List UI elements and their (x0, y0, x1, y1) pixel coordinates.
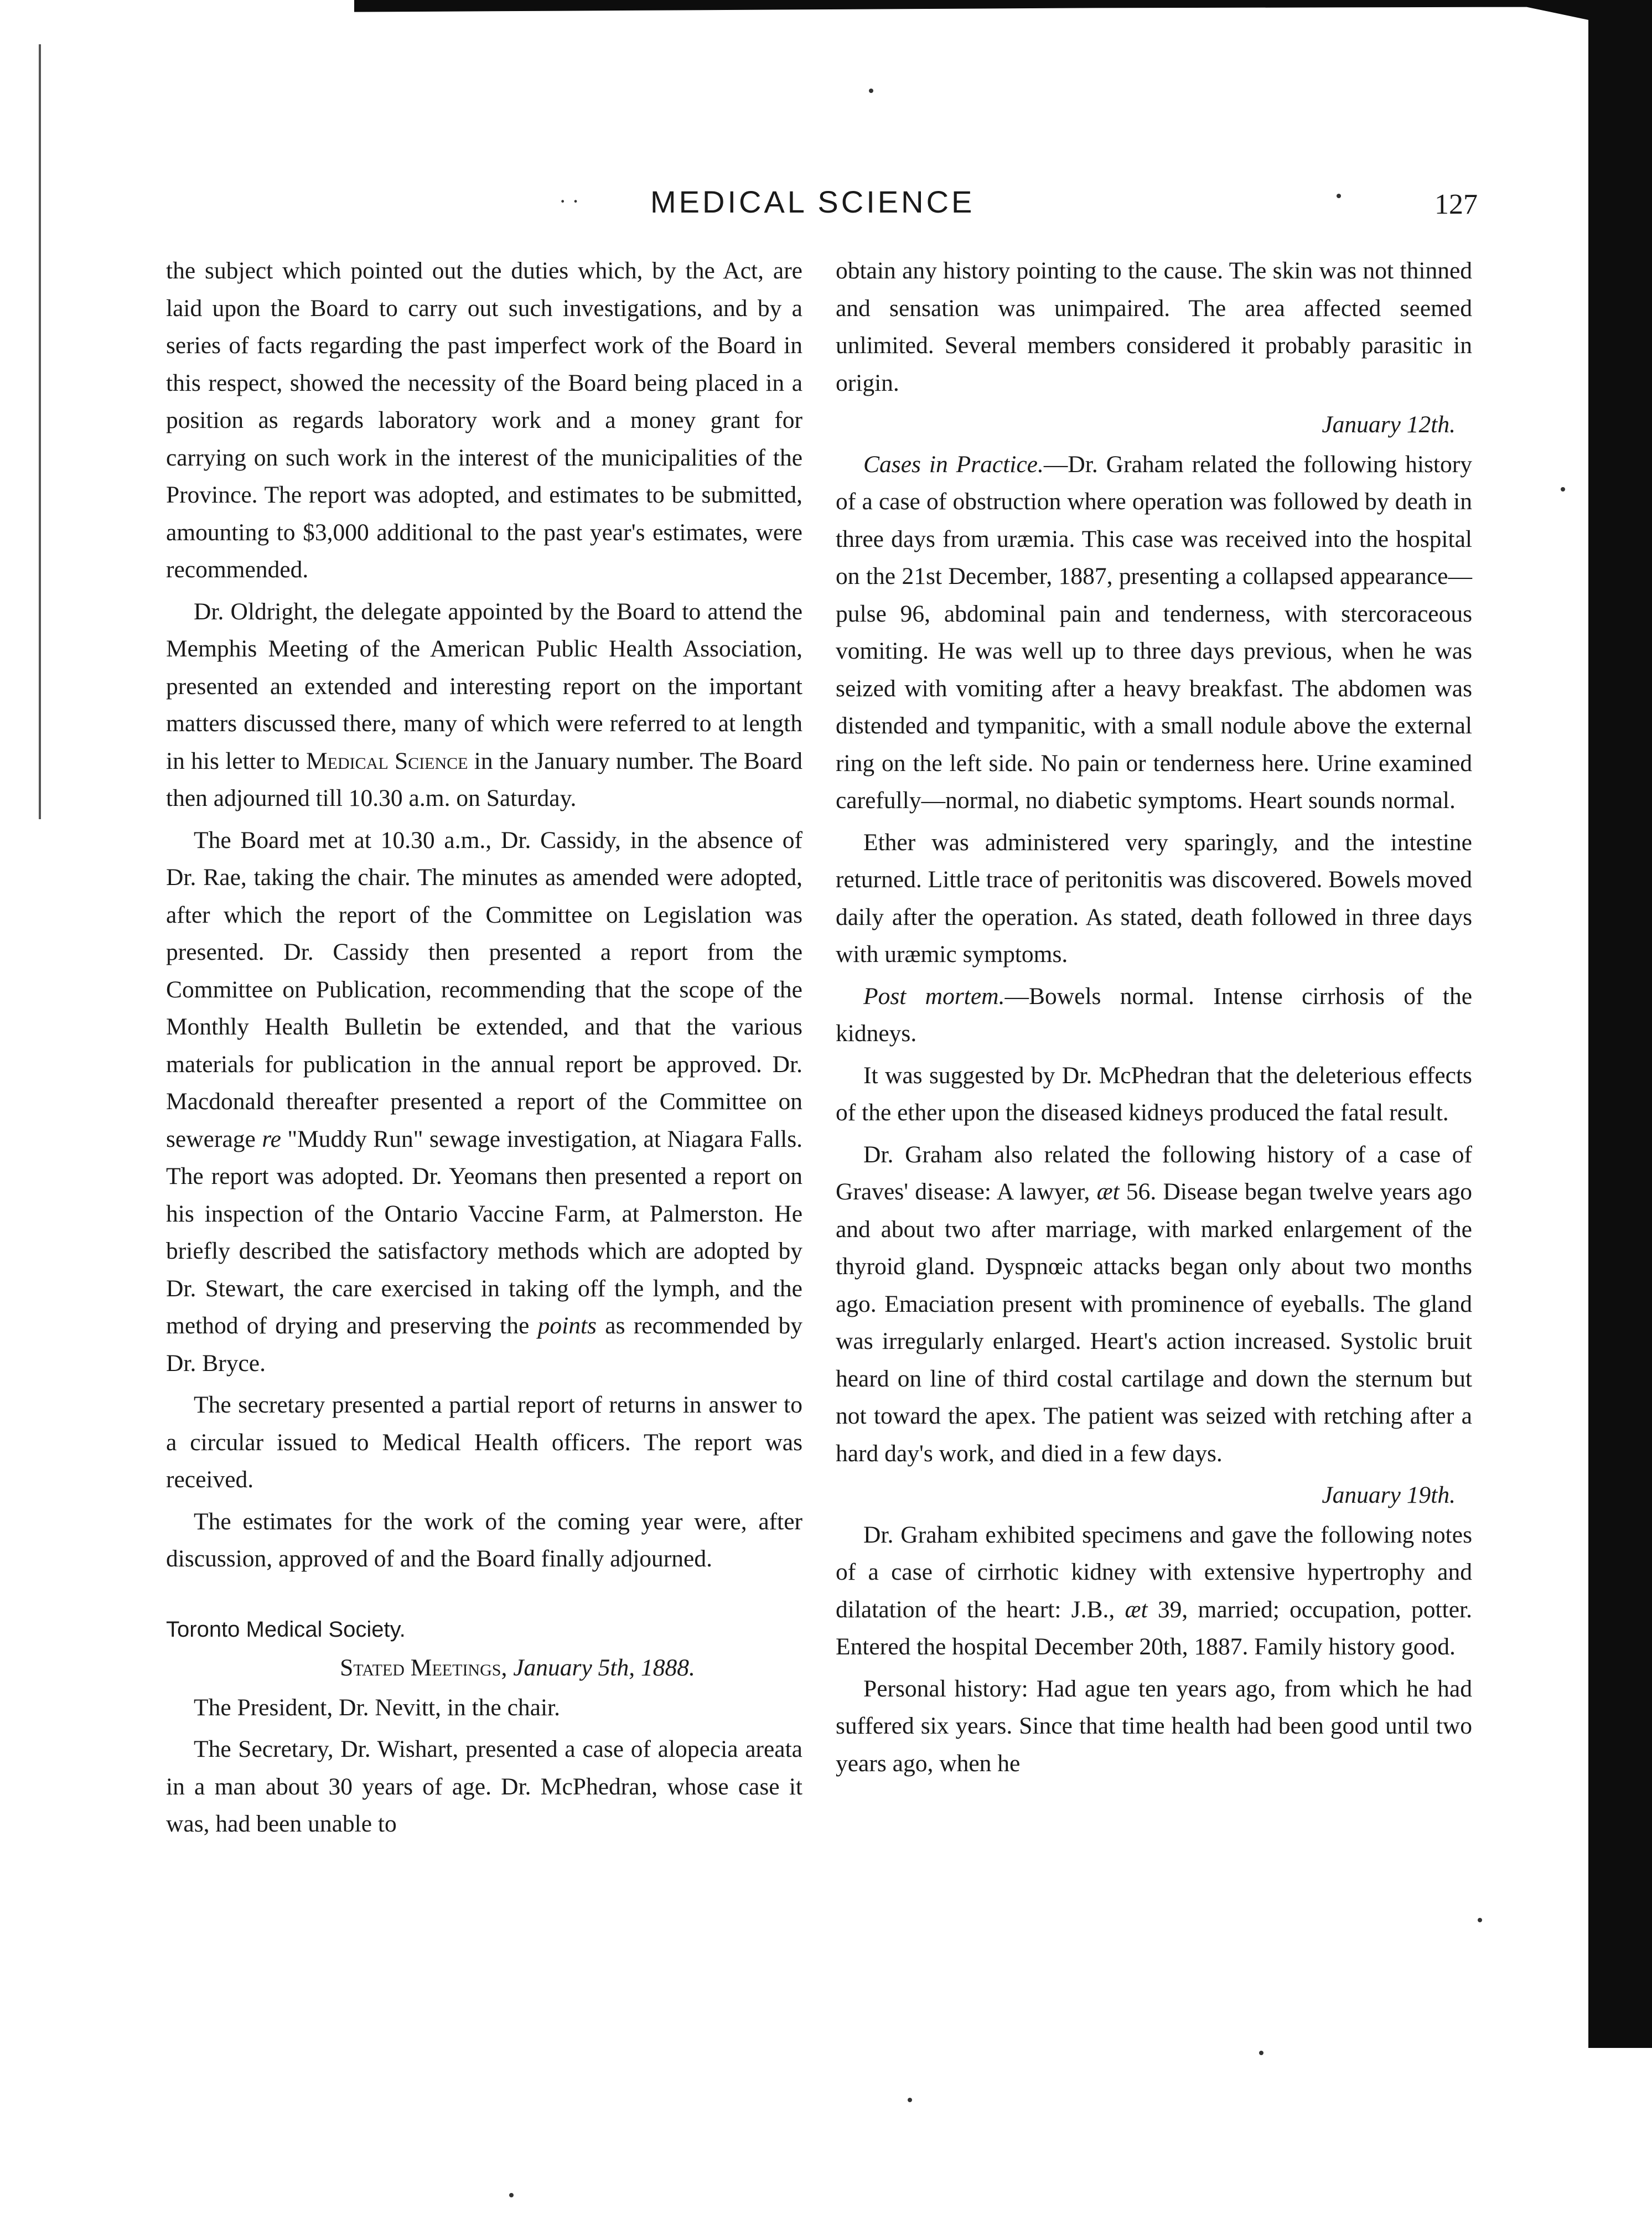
paragraph (836, 978, 1472, 1053)
italic-term: æt (1096, 1178, 1120, 1205)
running-header (559, 184, 1478, 228)
paragraph (166, 593, 802, 818)
paragraph (166, 822, 802, 1383)
scan-speck (1478, 1918, 1482, 1922)
scan-speck (1259, 2051, 1263, 2055)
paragraph: Ether was administered very sparingly, and the intestine returned. Little trace of peritonitis was discovered. Bowels moved daily after the operation. As stated, death followed in three days with uræmic symptoms. (836, 829, 1472, 968)
paragraph: Personal history: Had ague ten years ago, from which he had suffered six years. Since that time health had been good until two years ago, when he (836, 1675, 1472, 1777)
run-in-heading: Post mortem. (863, 982, 1005, 1010)
journal-title: MEDICAL SCIENCE (650, 184, 975, 219)
text-run: 39, married; occupation, potter. Entered the hospital December 20th, 1887. Family history good. (836, 1596, 1472, 1660)
scan-speck (908, 2098, 912, 2102)
meeting-label: Stated Meetings, (340, 1654, 507, 1681)
page-number: 127 (1435, 189, 1478, 220)
scan-speck (509, 2193, 514, 2197)
paragraph: the subject which pointed out the duties which, by the Act, are laid upon the Board to carry out such investigations, and by a series of facts regarding the past imperfect work of the Board in this respect, showed the necessity of the Board being placed in a position as regards laboratory work and a money grant for carrying on such work in the interest of the municipalities of the Province. The report was adopted, and estimates to be submitted, amounting to $3,000 additional to the past year's estimates, were recommended. (166, 257, 802, 583)
left-column (166, 252, 802, 1848)
scan-border-left (39, 44, 41, 819)
meeting-date: January 5th, 1888. (513, 1654, 695, 1681)
text-run: 56. Disease began twelve years ago and about two after marriage, with marked enlargement of the thyroid gland. Dyspnœic attacks began only about two months ago. Emaciation present with prominence of eyeballs. The gland was irregularly enlarged. Heart's action increased. Systolic bruit heard on line of third costal cartilage and down the sternum but not toward the apex. The patient was seized with retching after a hard day's work, and died in a few days. (836, 1178, 1472, 1467)
paragraph: obtain any history pointing to the cause. The skin was not thinned and sensation was unimpaired. The area affected seemed unlimited. Several members considered it probably parasitic in origin. (836, 257, 1472, 396)
text-run: Dr. Graham exhibited specimens and gave the following notes of a case of cirrhotic kidney with extensive hypertrophy and dilatation of the heart: J.B., (836, 1521, 1472, 1623)
journal-name: Medical Science (305, 747, 468, 774)
section-heading: Toronto Medical Society. (166, 1617, 406, 1642)
italic-term: æt (1125, 1596, 1148, 1623)
text-run: Dr. Graham also related the following history of a case of Graves' disease: A lawyer, (836, 1141, 1472, 1205)
scan-speck (1337, 194, 1341, 198)
paragraph (836, 1517, 1472, 1666)
paragraph (836, 446, 1472, 820)
italic-term: points (537, 1312, 597, 1339)
meeting-heading (166, 1649, 802, 1687)
text-run: "Muddy Run" sewage investigation, at Niagara Falls. The report was adopted. Dr. Yeomans then presented a report on his inspection of the Ontario Vaccine Farm, at Palmerston. He briefly described the satisfactory methods which are adopted by Dr. Stewart, the care exercised in taking off the lymph, and the method of drying and preserving the (166, 1125, 803, 1339)
paragraph: The Secretary, Dr. Wishart, presented a case of alopecia areata in a man about 30 years of age. Dr. McPhedran, whose case it was, had been unable to (166, 1736, 802, 1837)
right-column (836, 252, 1472, 1787)
date-heading: January 19th. (1322, 1482, 1456, 1508)
paragraph: The estimates for the work of the coming year were, after discussion, approved of and the Board finally adjourned. (166, 1508, 802, 1572)
paragraph: The secretary presented a partial report of returns in answer to a circular issued to Medical Health officers. The report was received. (166, 1391, 802, 1493)
scan-speck (1561, 487, 1565, 492)
text-run: as recommended by Dr. Bryce. (166, 1312, 802, 1377)
italic-term: re (262, 1125, 281, 1152)
scan-speck (869, 89, 873, 93)
scan-border-top (354, 0, 1588, 20)
paragraph: It was suggested by Dr. McPhedran that the deleterious effects of the ether upon the diseased kidneys produced the fatal result. (836, 1062, 1472, 1126)
run-in-heading: Cases in Practice. (863, 451, 1044, 478)
text-run: Dr. Oldright, the delegate appointed by the Board to attend the Memphis Meeting of the American Public Health Association, presented an extended and interesting report on the important matters discussed there, many of which were referred to at length in his letter to (166, 598, 802, 774)
text-run: in the January number. The Board then adjourned till 10.30 a.m. on Saturday. (166, 747, 803, 811)
text-run: —Dr. Graham related the following history of a case of obstruction where operation was followed by death in three days from uræmia. This case was received into the hospital on the 21st December, 1887, presenting a collapsed appearance—pulse 96, abdominal pain and tenderness, with stercoraceous vomiting. He was well up to three days previous, when he was seized with vomiting after a heavy breakfast. The abdomen was distended and tympanitic, with a small nodule above the external ring on the left side. No pain or tenderness here. Urine examined carefully—normal, no diabetic symptoms. Heart sounds normal. (836, 451, 1472, 814)
scan-border-right (1588, 0, 1652, 2048)
date-heading: January 12th. (1322, 411, 1456, 438)
text-run: —Bowels normal. Intense cirrhosis of the kidneys. (836, 982, 1472, 1047)
paragraph: The President, Dr. Nevitt, in the chair. (194, 1694, 561, 1721)
header-leader-dots: · · (559, 189, 579, 214)
text-run: The Board met at 10.30 a.m., Dr. Cassidy, in the absence of Dr. Rae, taking the chair. The minutes as amended were adopted, after which the report of the Committee on Legislation was presented. Dr. Cassidy then presented a report from the Committee on Publication, recommending that the scope of the Monthly Health Bulletin be extended, and that the various materials for publication in the annual report be approved. Dr. Macdonald thereafter presented a report of the Committee on sewerage (166, 826, 802, 1152)
paragraph (836, 1136, 1472, 1473)
